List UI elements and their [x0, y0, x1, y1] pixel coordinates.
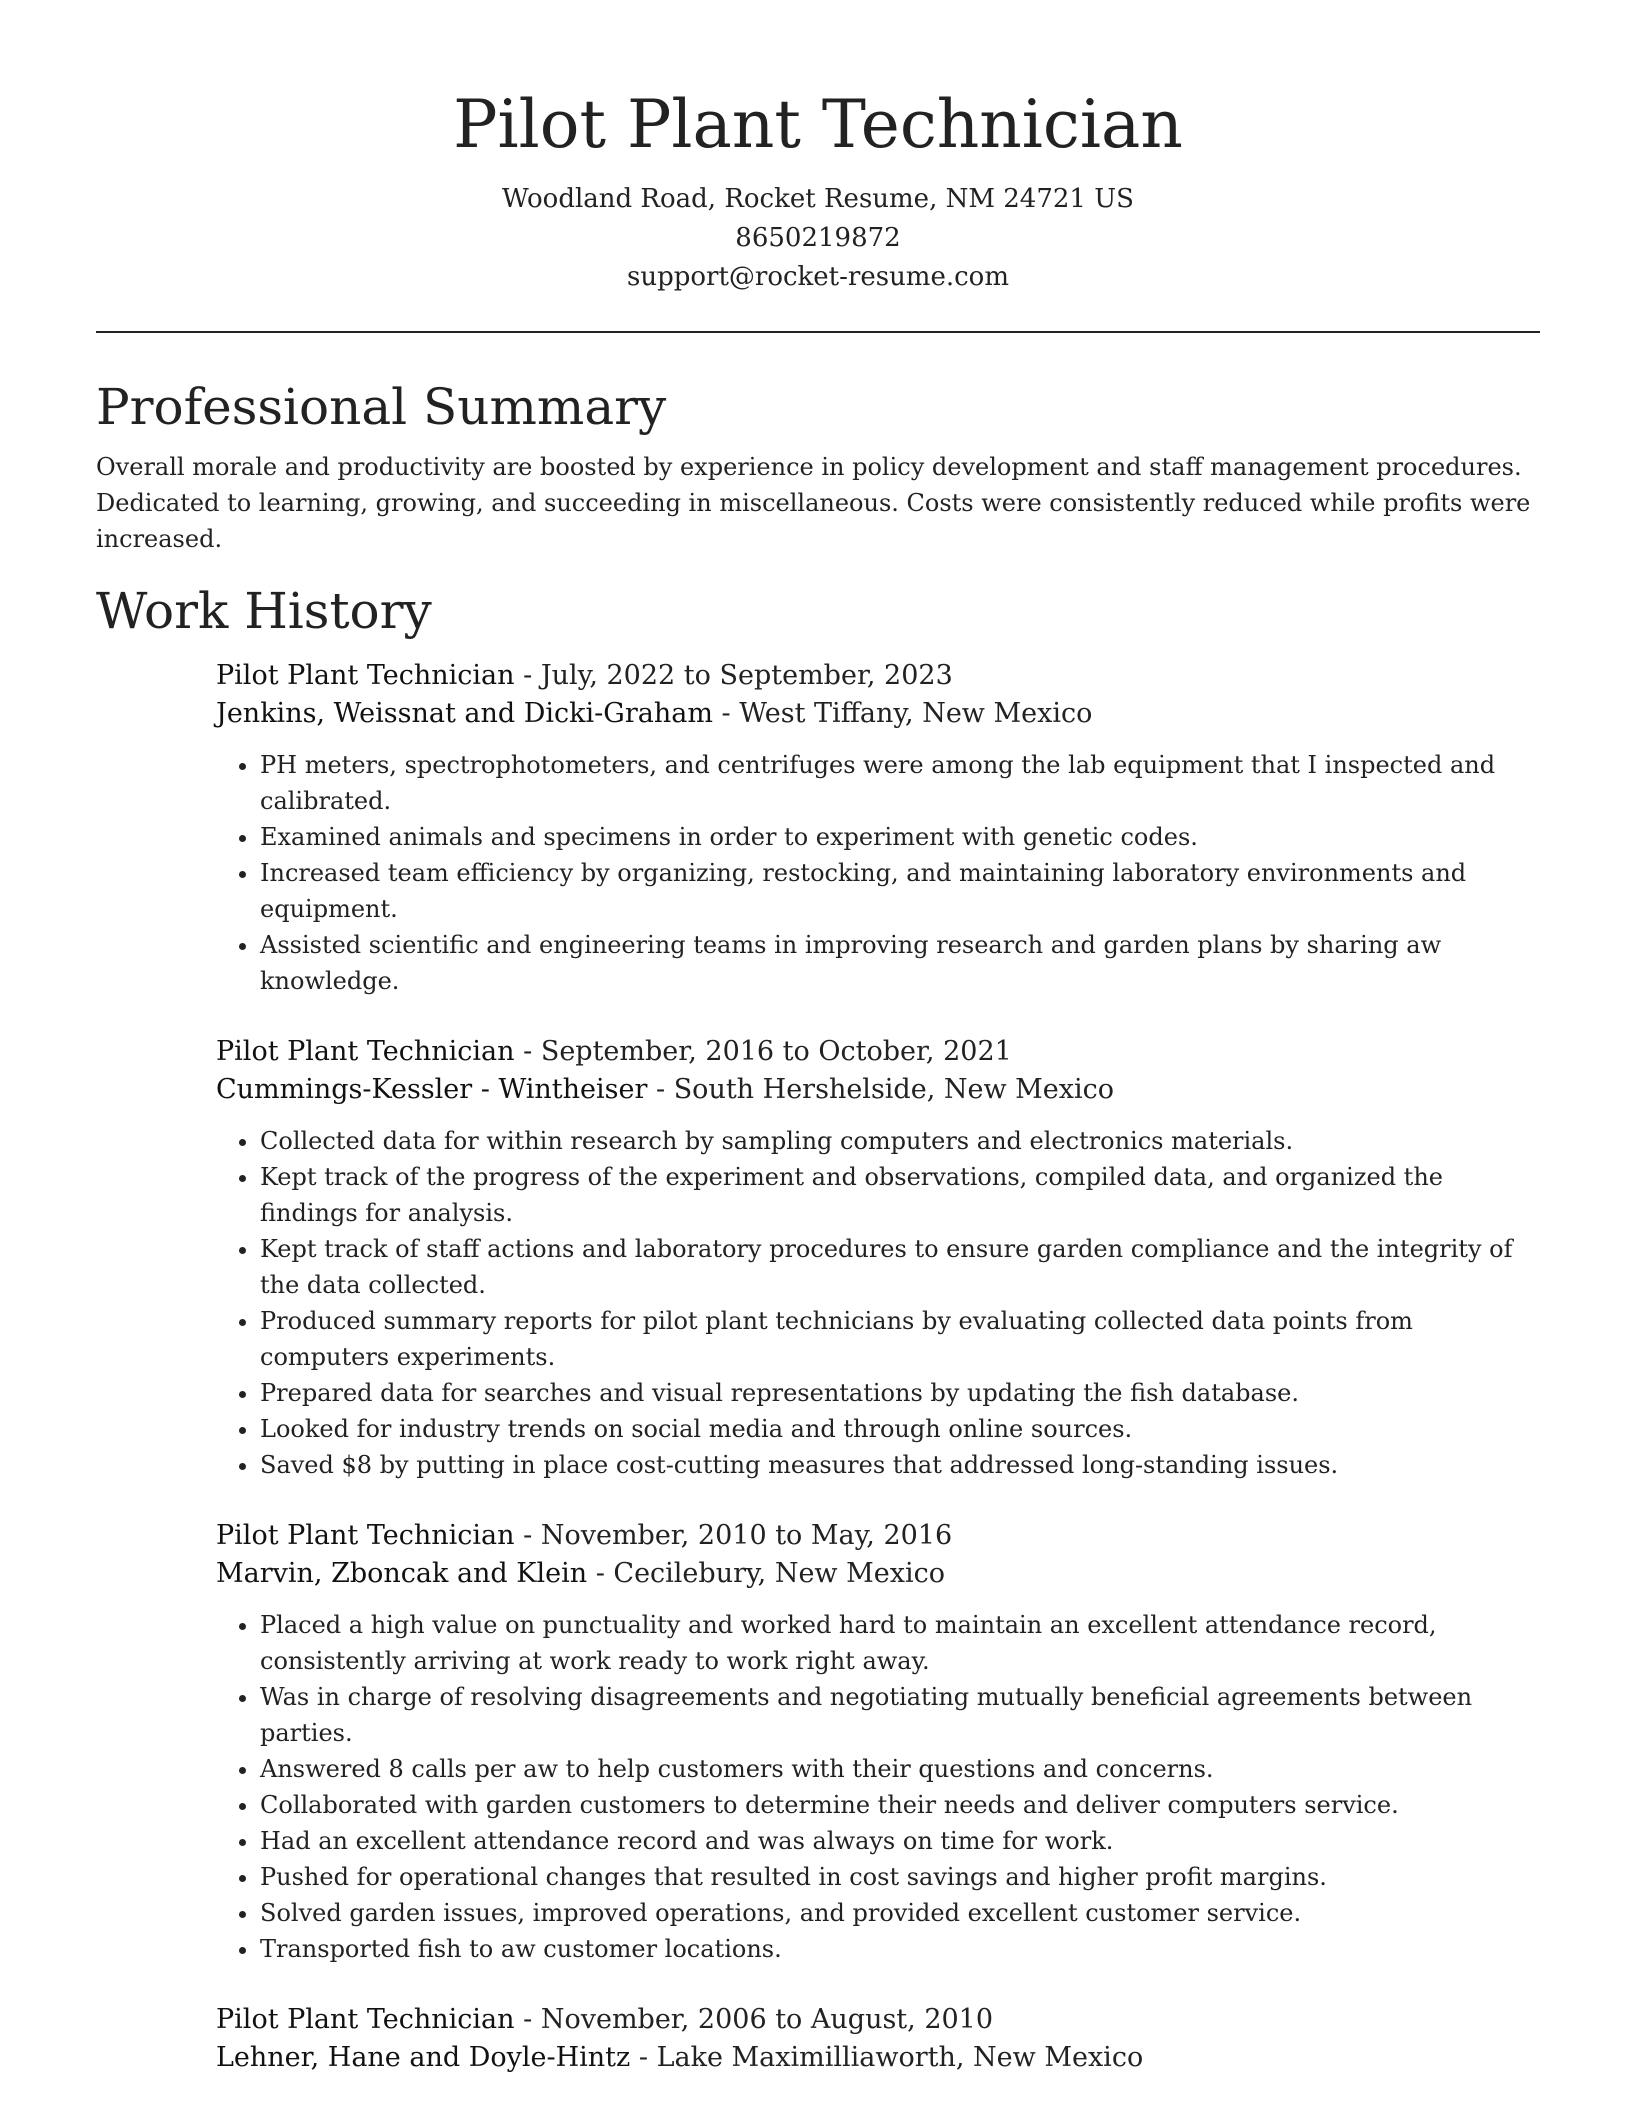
job-company: Cummings-Kessler - Wintheiser	[216, 1074, 648, 1105]
job-entry	[216, 657, 1540, 999]
job-company-line	[216, 2039, 1540, 2077]
job-company-line	[216, 695, 1540, 733]
job-location: South Hershelside, New Mexico	[673, 1074, 1115, 1105]
resume-page	[96, 0, 1540, 2077]
list-item: • Assisted scientific and engineering teams in improving research and garden plans by sharing aw knowledge.	[260, 927, 1540, 999]
job-title-line	[216, 1033, 1540, 1071]
job-position: Pilot Plant Technician	[216, 660, 515, 691]
contact-info	[96, 180, 1540, 297]
job-company-line	[216, 1071, 1540, 1109]
list-item: • Kept track of staff actions and laboratory procedures to ensure garden compliance and the integrity of the data collected.	[260, 1231, 1540, 1303]
list-item: • Looked for industry trends on social media and through online sources.	[260, 1411, 1540, 1447]
list-item: • Pushed for operational changes that resulted in cost savings and higher profit margins.	[260, 1859, 1540, 1895]
separator: -	[514, 660, 541, 691]
list-item: • Collaborated with garden customers to determine their needs and deliver computers service.	[260, 1787, 1540, 1823]
list-item: • Was in charge of resolving disagreements and negotiating mutually beneficial agreements between parties.	[260, 1679, 1540, 1751]
separator: -	[514, 2004, 541, 2035]
job-location: Lake Maximilliaworth, New Mexico	[656, 2042, 1144, 2073]
job-entry	[216, 1033, 1540, 1483]
job-company-line	[216, 1555, 1540, 1593]
separator: -	[514, 1036, 541, 1067]
job-dates: November, 2010 to May, 2016	[540, 1520, 953, 1551]
list-item: • Kept track of the progress of the experiment and observations, compiled data, and organized the findings for analysis.	[260, 1159, 1540, 1231]
summary-text: Overall morale and productivity are boosted by experience in policy development and staff management procedures. Dedicated to learning, growing, and succeeding in miscellaneous. Costs were consistently reduced while profits were increased.	[96, 453, 1531, 553]
separator: -	[587, 1558, 614, 1589]
job-entry	[216, 2001, 1540, 2077]
list-item: • Produced summary reports for pilot plant technicians by evaluating collected data points from computers experiments.	[260, 1303, 1540, 1375]
job-dates: July, 2022 to September, 2023	[540, 660, 953, 691]
job-bullets	[216, 1607, 1540, 1967]
separator: -	[712, 698, 740, 729]
job-title-line	[216, 2001, 1540, 2039]
list-item: • Answered 8 calls per aw to help customers with their questions and concerns.	[260, 1751, 1540, 1787]
list-item: • Placed a high value on punctuality and worked hard to maintain an excellent attendance record, consistently arriving at work ready to work right away.	[260, 1607, 1540, 1679]
list-item: • PH meters, spectrophotometers, and centrifuges were among the lab equipment that I inspected and calibrated.	[260, 747, 1540, 819]
list-item: • Increased team efficiency by organizing, restocking, and maintaining laboratory environments and equipment.	[260, 855, 1540, 927]
job-position: Pilot Plant Technician	[216, 1036, 515, 1067]
candidate-name: Pilot Plant Technician	[453, 86, 1183, 163]
job-title-line	[216, 657, 1540, 695]
work-history-heading: Work History	[96, 582, 432, 640]
resume-header	[96, 0, 1540, 297]
list-item: • Transported fish to aw customer locations.	[260, 1931, 1540, 1967]
list-item: • Solved garden issues, improved operations, and provided excellent customer service.	[260, 1895, 1540, 1931]
job-entry	[216, 1517, 1540, 1967]
separator: -	[630, 2042, 657, 2073]
job-position: Pilot Plant Technician	[216, 1520, 515, 1551]
job-company: Jenkins, Weissnat and Dicki-Graham	[216, 698, 713, 729]
job-bullets	[216, 747, 1540, 999]
job-dates: November, 2006 to August, 2010	[540, 2004, 994, 2035]
job-company: Lehner, Hane and Doyle-Hintz	[216, 2042, 631, 2073]
list-item: • Examined animals and specimens in order to experiment with genetic codes.	[260, 819, 1540, 855]
list-item: • Saved $8 by putting in place cost-cutting measures that addressed long-standing issues.	[260, 1447, 1540, 1483]
job-dates: September, 2016 to October, 2021	[540, 1036, 1012, 1067]
job-position: Pilot Plant Technician	[216, 2004, 515, 2035]
address: Woodland Road, Rocket Resume, NM 24721 US	[502, 184, 1134, 214]
header-divider	[96, 331, 1540, 333]
phone: 8650219872	[735, 223, 901, 253]
job-location: Cecilebury, New Mexico	[613, 1558, 945, 1589]
summary-heading: Professional Summary	[96, 378, 667, 436]
separator: -	[647, 1074, 674, 1105]
email: support@rocket-resume.com	[626, 262, 1009, 292]
list-item: • Collected data for within research by sampling computers and electronics materials.	[260, 1123, 1540, 1159]
job-title-line	[216, 1517, 1540, 1555]
job-bullets	[216, 1123, 1540, 1483]
list-item: • Had an excellent attendance record and was always on time for work.	[260, 1823, 1540, 1859]
job-location: West Tiffany, New Mexico	[739, 698, 1093, 729]
list-item: • Prepared data for searches and visual representations by updating the fish database.	[260, 1375, 1540, 1411]
separator: -	[514, 1520, 541, 1551]
work-history-list	[216, 657, 1540, 2077]
job-company: Marvin, Zboncak and Klein	[216, 1558, 588, 1589]
